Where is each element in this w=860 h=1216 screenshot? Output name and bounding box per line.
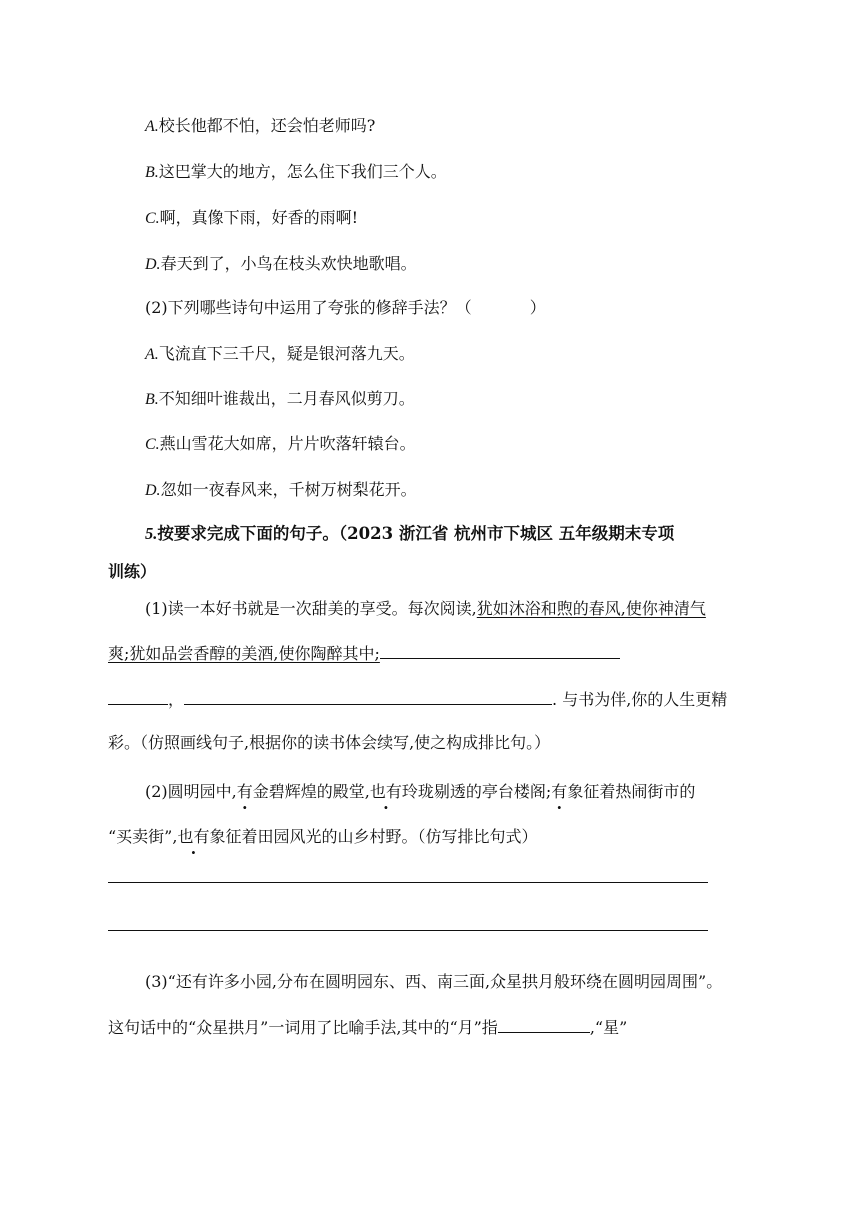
q5-year: 2023 xyxy=(347,524,394,543)
q5-2-dotted-yeyou-1: 也有 xyxy=(369,782,402,801)
option-text: 燕山雪花大如席，片片吹落轩辕台。 xyxy=(159,434,416,453)
option-letter: B. xyxy=(145,391,159,408)
q5-2-text-b: 金碧辉煌的殿堂, xyxy=(252,782,370,801)
q5-2-text-line2a: “买卖街”, xyxy=(108,827,178,846)
q5-title-text: 按要求完成下面的句子。（ xyxy=(157,524,348,543)
paren-close: ） xyxy=(529,298,546,317)
q5-2-text-line2b: 象征着田园风光的山乡村野。（仿写排比句式） xyxy=(209,827,538,846)
q5-3-number: (3) xyxy=(145,972,168,991)
q4-1-option-b xyxy=(145,160,447,185)
q5-source: 浙江省 杭州市下城区 五年级期末专项 xyxy=(398,524,675,543)
option-text: 春天到了，小鸟在枝头欢快地歌唱。 xyxy=(160,254,417,273)
q4-1-option-c xyxy=(145,206,358,231)
option-text: 不知细叶谁裁出，二月春风似剪刀。 xyxy=(158,389,415,408)
q5-3-text-2b: ,“星” xyxy=(589,1018,628,1037)
q4-2-option-d xyxy=(145,478,417,503)
option-text: 这巴掌大的地方，怎么住下我们三个人。 xyxy=(158,162,447,181)
q5-2-answer-line-2[interactable] xyxy=(108,930,708,931)
q5-1-underlined-a: 犹如沐浴和煦的春风,使你神清气 xyxy=(476,599,706,618)
question-number: (2) xyxy=(145,298,168,317)
q5-2-line1 xyxy=(145,780,695,804)
option-text: 校长他都不怕，还会怕老师吗? xyxy=(158,116,376,135)
q4-2-option-c xyxy=(145,432,416,457)
q5-2-text-c: 玲珑剔透的亭台楼阁; xyxy=(401,782,552,801)
option-letter: D. xyxy=(145,482,161,499)
q5-title xyxy=(145,522,674,546)
q5-2-text-a: 圆明园中, xyxy=(167,782,237,801)
q5-1-after: . 与书为伴,你的人生更精 xyxy=(552,690,728,709)
q4-2-question xyxy=(145,296,546,320)
q5-1-answer-blank-2[interactable] xyxy=(108,686,168,705)
option-letter: B. xyxy=(145,164,159,181)
q4-1-option-d xyxy=(145,252,417,277)
q5-number: 5. xyxy=(145,524,158,543)
q5-3-text-1: “还有许多小园,分布在圆明园东、西、南三面,众星拱月般环绕在圆明园周围”。 xyxy=(167,972,723,991)
option-text: 飞流直下三千尺，疑是银河落九天。 xyxy=(158,344,415,363)
q5-1-line2 xyxy=(108,640,620,666)
option-text: 啊，真像下雨，好香的雨啊! xyxy=(159,208,359,227)
q5-3-line1 xyxy=(145,970,722,994)
option-letter: C. xyxy=(145,210,160,227)
q5-2-text-e: 象征着热闹街市的 xyxy=(567,782,696,801)
q5-2-dotted-you-2: 有 xyxy=(551,782,568,801)
q5-1-comma: ， xyxy=(168,690,185,709)
option-text: 忽如一夜春风来，千树万树梨花开。 xyxy=(160,480,417,499)
q5-title-line2: 训练） xyxy=(108,562,157,581)
q5-1-number: (1) xyxy=(145,599,168,618)
q5-3-text-2a: 这句话中的“众星拱月”一词用了比喻手法,其中的“月”指 xyxy=(108,1018,498,1037)
q5-1-line1 xyxy=(145,597,706,621)
q5-2-dotted-you-1: 有 xyxy=(236,782,253,801)
option-letter: C. xyxy=(145,436,160,453)
q5-3-answer-blank-moon[interactable] xyxy=(498,1014,590,1033)
q5-2-line2 xyxy=(108,825,537,849)
question-text: 下列哪些诗句中运用了夸张的修辞手法？（ xyxy=(167,298,472,317)
option-letter: A. xyxy=(145,346,159,363)
q5-1-answer-blank-1[interactable] xyxy=(380,640,620,659)
q5-2-answer-line-1[interactable] xyxy=(108,882,708,883)
q4-2-option-b xyxy=(145,387,415,412)
option-letter: D. xyxy=(145,256,161,273)
option-letter: A. xyxy=(145,118,159,135)
q5-3-line2 xyxy=(108,1014,627,1040)
q5-1-answer-blank-3[interactable] xyxy=(184,686,552,705)
q4-1-option-a xyxy=(145,114,375,139)
q5-1-line4: 彩。（仿照画线句子,根据你的读书体会续写,使之构成排比句。） xyxy=(108,733,551,752)
q5-1-lead: 读一本好书就是一次甜美的享受。每次阅读, xyxy=(167,599,477,618)
q5-2-dotted-yeyou-2: 也有 xyxy=(177,827,210,846)
q4-2-option-a xyxy=(145,342,415,367)
q5-1-line3 xyxy=(108,686,727,712)
q5-2-number: (2) xyxy=(145,782,168,801)
q5-1-underlined-b: 爽;犹如品尝香醇的美酒,使你陶醉其中; xyxy=(108,644,380,663)
